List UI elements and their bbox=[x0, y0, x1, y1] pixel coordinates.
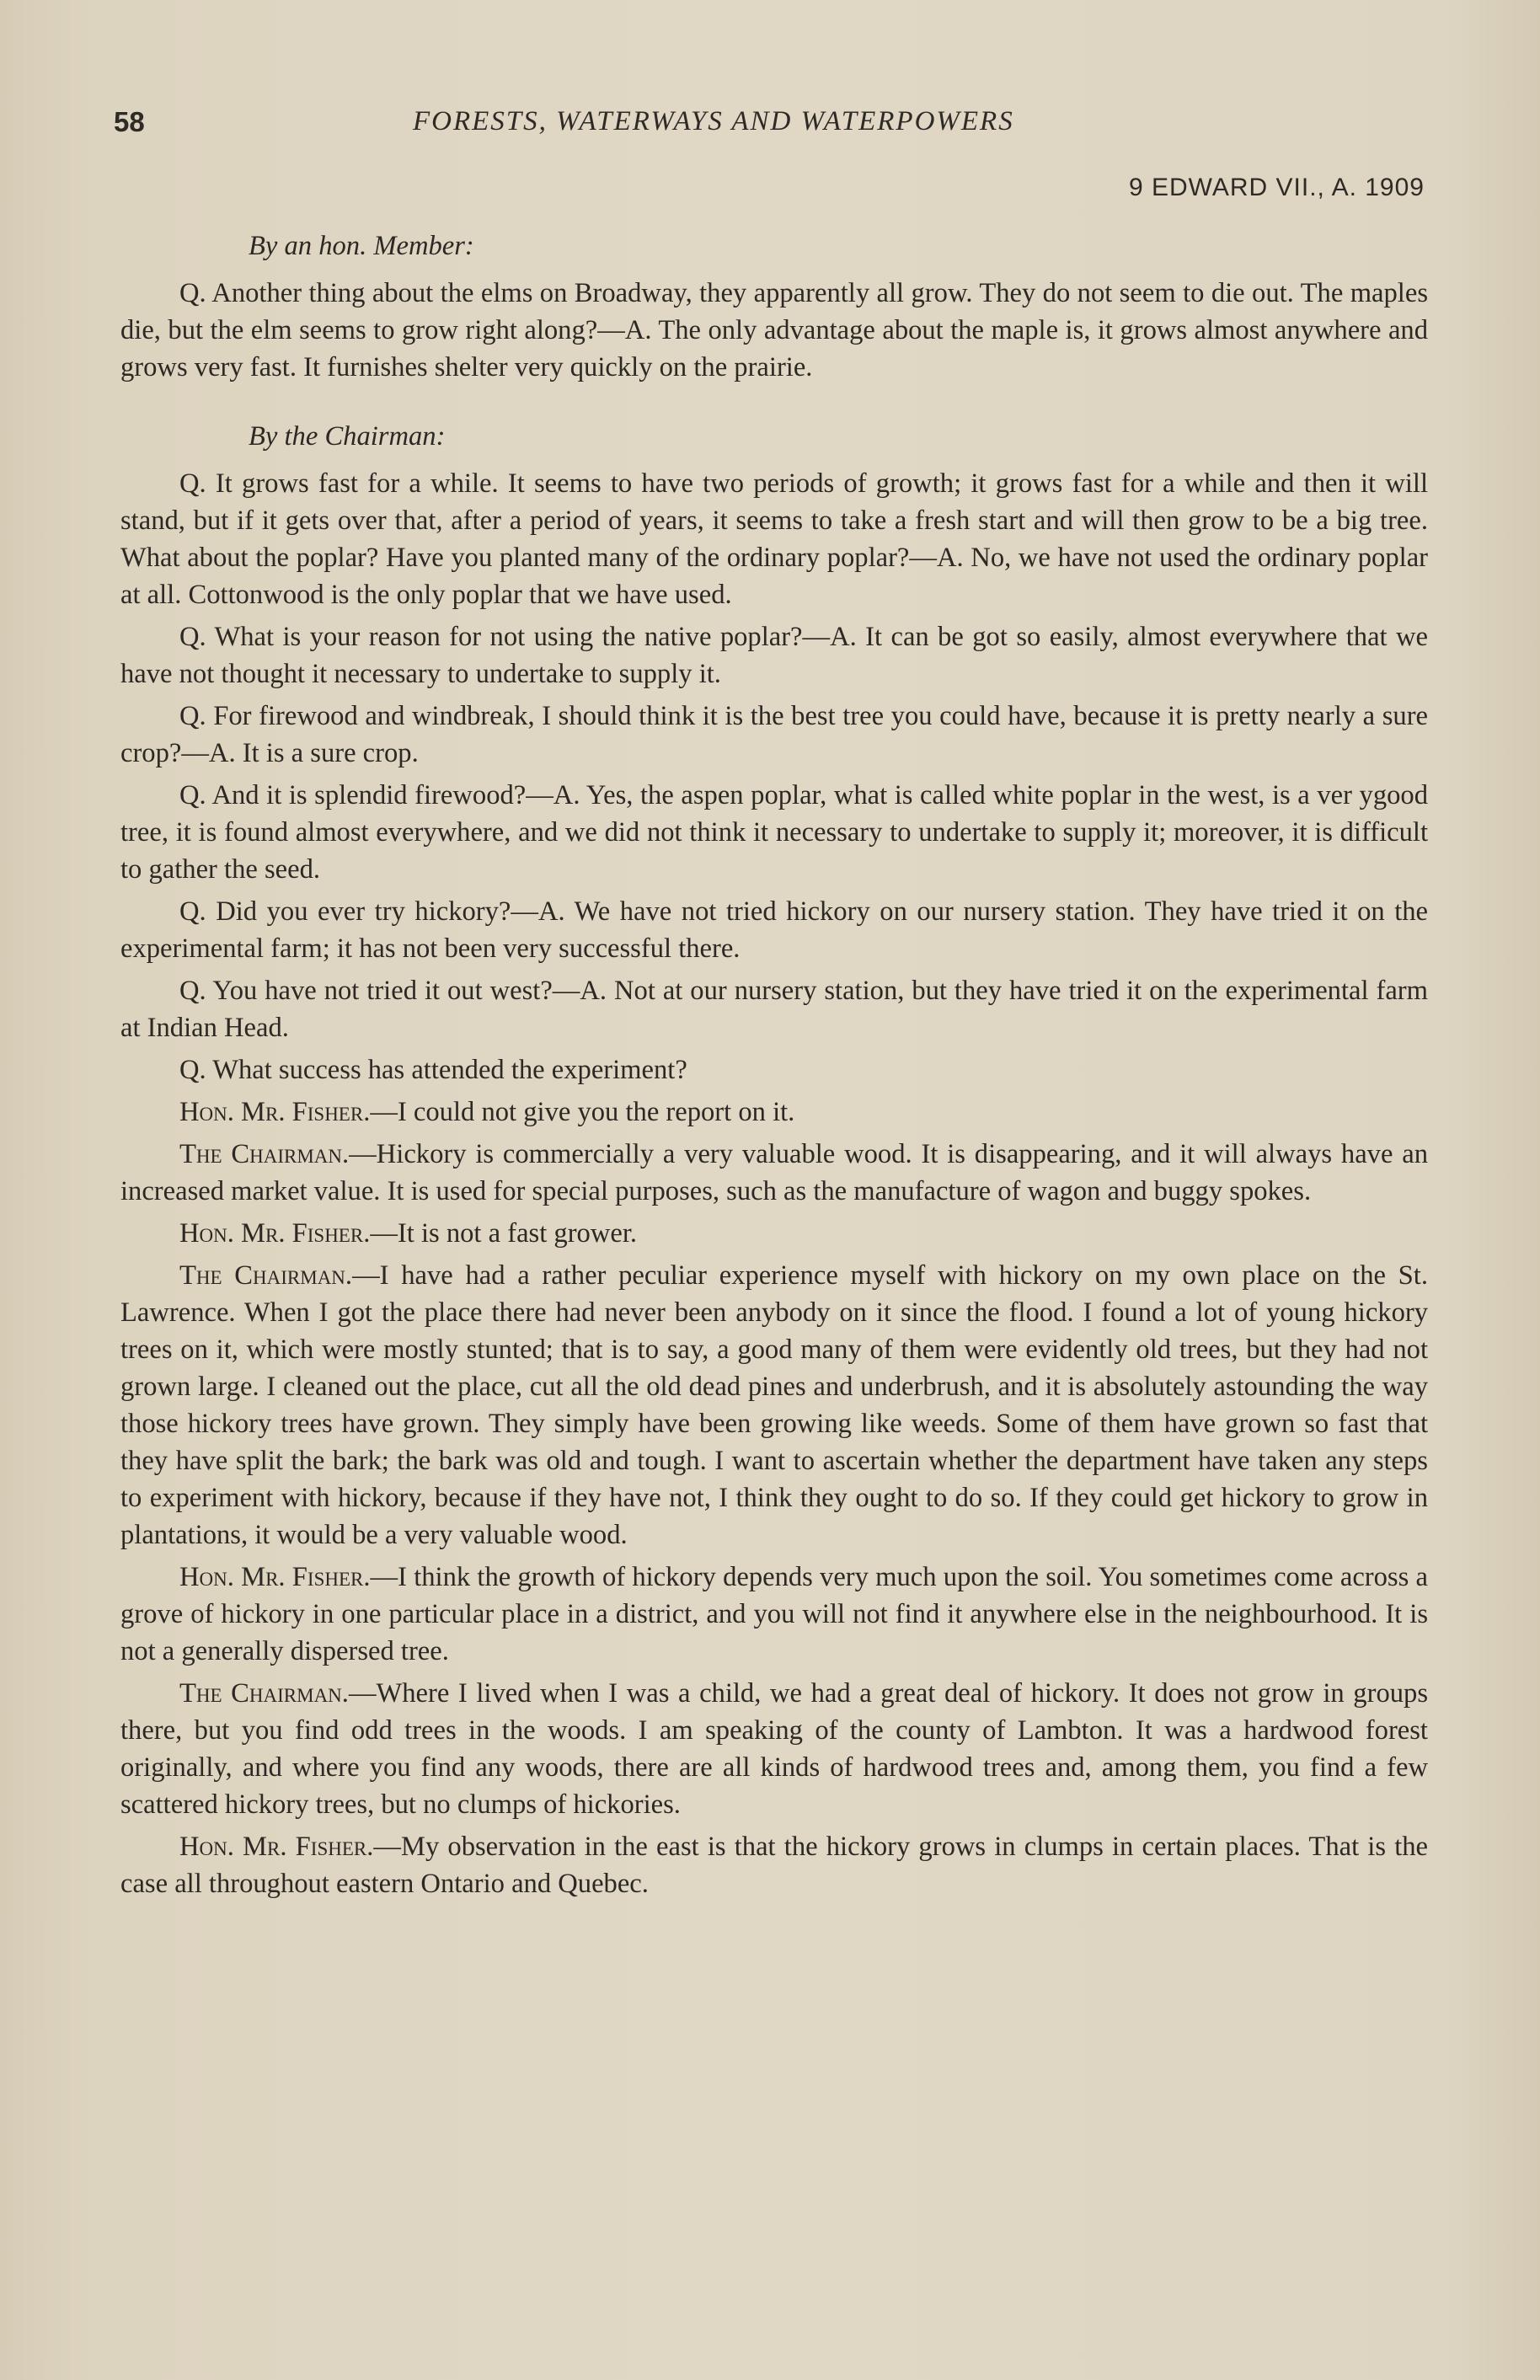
speaker-name: Hon. Mr. Fisher. bbox=[179, 1562, 371, 1592]
regnal-year: 9 EDWARD VII., A. 1909 bbox=[1128, 174, 1425, 201]
speaker-name: Hon. Mr. Fisher. bbox=[179, 1097, 371, 1127]
speech-text: —Where I lived when I was a child, we had a great deal of hickory. It does not grow in groups there, but you find odd trees in the woods. I am speaking of the county of Lambton. It was a hardwood forest originally, and where you find any woods, there are all kinds of hardwood trees and, among them, you find a few scattered hickory trees, but no clumps of hickories. bbox=[120, 1678, 1428, 1820]
paragraph: Q. Did you ever try hickory?—A. We have not tried hickory on our nursery station. They have tried it on the experimental farm; it has not been very successful there. bbox=[120, 896, 1428, 964]
paragraph: Q. For firewood and windbreak, I should think it is the best tree you could have, because it is pretty nearly a sure crop?—A. It is a sure crop. bbox=[120, 701, 1428, 768]
speaker-name: Hon. Mr. Fisher. bbox=[179, 1218, 371, 1249]
dialogue-paragraph bbox=[120, 1559, 1428, 1670]
speech-text: —Hickory is commercially a very valuable wood. It is disappearing, and it will always have an increased market value. It is used for special purposes, such as the manufacture of wagon and buggy spokes. bbox=[120, 1139, 1428, 1206]
speaker-name: The Chairman. bbox=[179, 1260, 353, 1291]
dialogue-paragraph bbox=[120, 1257, 1428, 1554]
speech-text: —I think the growth of hickory depends very much upon the soil. You sometimes come across a grove of hickory in one particular place in a district, and you will not find it anywhere else in the neighbourhood. It is not a generally dispersed tree. bbox=[120, 1562, 1428, 1666]
running-title: FORESTS, WATERWAYS AND WATERPOWERS bbox=[413, 106, 1014, 136]
paragraph: Q. It grows fast for a while. It seems to have two periods of growth; it grows fast for a while and then it will stand, but if it gets over that, after a period of years, it seems to take a fresh start and will then grow to be a big tree. What about the poplar? Have you planted many of the ordinary poplar?—A. No, we have not used the ordinary poplar at all. Cottonwood is the only poplar that we have used. bbox=[120, 468, 1428, 610]
speech-text: —My observation in the east is that the hickory grows in clumps in certain places. That is the case all throughout eastern Ontario and Quebec. bbox=[120, 1832, 1428, 1899]
paragraph: Q. What success has attended the experiment? bbox=[179, 1055, 687, 1085]
page-number: 58 bbox=[114, 106, 145, 137]
body-text bbox=[120, 221, 1428, 1907]
speaker-name: Hon. Mr. Fisher. bbox=[179, 1832, 374, 1862]
dialogue-paragraph bbox=[120, 1828, 1428, 1902]
dialogue-paragraph bbox=[120, 1675, 1428, 1823]
section-heading-member: By an hon. Member: bbox=[249, 231, 474, 261]
page-header bbox=[114, 106, 1428, 148]
speech-text: —It is not a fast grower. bbox=[370, 1218, 638, 1249]
section-heading-chairman: By the Chairman: bbox=[249, 421, 446, 452]
speaker-name: The Chairman. bbox=[179, 1139, 350, 1169]
dialogue-paragraph bbox=[120, 1136, 1428, 1210]
dialogue-paragraph bbox=[120, 1215, 1428, 1252]
speaker-name: The Chairman. bbox=[179, 1678, 349, 1709]
speech-text: —I have had a rather peculiar experience myself with hickory on my own place on the St. Lawrence. When I got the place there had never been anybody on it since the flood. I found a lot of young hickory trees on it, which were mostly stunted; that is to say, a good many of them were evidently old trees, but they had not grown large. I cleaned out the place, cut all the old dead pines and underbrush, and it is absolutely astounding the way those hickory trees have grown. They simply have been growing like weeds. Some of them have grown so fast that they have split the bark; the bark was old and tough. I want to ascertain whether the department have taken any steps to experiment with hickory, because if they have not, I think they ought to do so. If they could get hickory to grow in plantations, it would be a very valuable wood. bbox=[120, 1260, 1428, 1550]
paragraph: Q. And it is splendid firewood?—A. Yes, the aspen poplar, what is called white poplar in the west, is a ver ygood tree, it is found almost everywhere, and we did not think it necessary to undertake to supply it; moreover, it is difficult to gather the seed. bbox=[120, 780, 1428, 885]
paragraph: Q. Another thing about the elms on Broadway, they apparently all grow. They do not seem to die out. The maples die, but the elm seems to grow right along?—A. The only advantage about the maple is, it grows almost anywhere and grows very fast. It furnishes shelter very quickly on the prairie. bbox=[120, 278, 1428, 382]
speech-text: —I could not give you the report on it. bbox=[370, 1097, 795, 1127]
paragraph: Q. What is your reason for not using the native poplar?—A. It can be got so easily, almost everywhere that we have not thought it necessary to undertake to supply it. bbox=[120, 622, 1428, 689]
dialogue-paragraph bbox=[120, 1094, 1428, 1131]
paragraph: Q. You have not tried it out west?—A. Not at our nursery station, but they have tried it on the experimental farm at Indian Head. bbox=[120, 976, 1428, 1043]
